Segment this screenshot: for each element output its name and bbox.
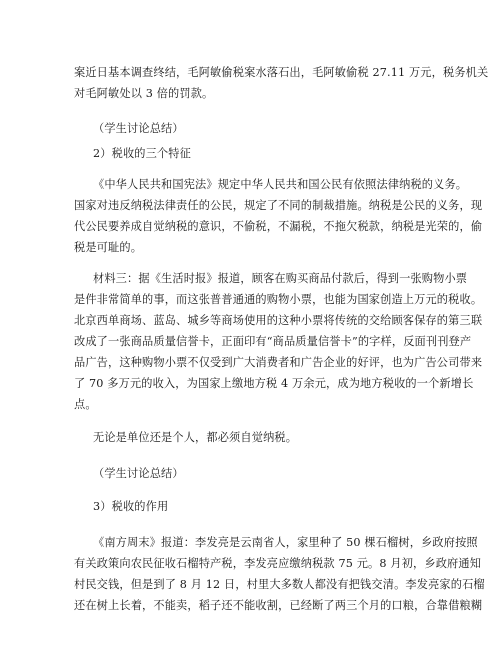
paragraph-line: 对毛阿敏处以 3 倍的罚款。 [74, 87, 214, 100]
paragraph-line: 品广告，这种购物小票不仅受到广大消费者和广告企业的好评，也为广告公司带来 [74, 356, 483, 369]
paragraph-line: 《中华人民共和国宪法》规定中华人民共和国公民有依照法律纳税的义务。 [93, 178, 468, 191]
paragraph-line: 改成了一张商品质量信誉卡，正面印有“商品质量信誉卡”的字样，反面刊刊登产 [74, 335, 472, 348]
paragraph-line: 无论是单位还是个人，都必须自觉纳税。 [93, 431, 298, 444]
paragraph-line: 材料三：据《生活时报》报道，顾客在购买商品付款后，得到一张购物小票 [93, 272, 468, 285]
section-heading: 3）税收的作用 [93, 500, 169, 513]
paragraph-line: 国家对违反纳税法律责任的公民，规定了不同的制裁措施。纳税是公民的义务，现 [74, 199, 483, 212]
paragraph-line: 代公民要养成自觉纳税的意识，不偷税，不漏税，不拖欠税款，纳税是光荣的，偷 [74, 220, 483, 233]
paragraph-line: 村民交钱，但是到了 8 月 12 日，村里大多数人都没有把钱交清。李发亮家的石榴 [74, 578, 485, 591]
paragraph-line: 案近日基本调查终结，毛阿敏偷税案水落石出，毛阿敏偷税 27.11 万元，税务机关 [74, 66, 489, 79]
paragraph-line: 点。 [74, 398, 97, 411]
paragraph-line: 《南方周末》报道：李发亮是云南省人，家里种了 50 棵石榴树，乡政府按照 [93, 536, 478, 549]
paragraph-line: 了 70 多万元的收入，为国家上缴地方税 4 万余元，成为地方税收的一个新增长 [74, 377, 474, 390]
paragraph-line: 北京西单商场、蓝岛、城乡等商场使用的这种小票将传统的交给顾客保存的第三联 [74, 314, 483, 327]
section-note: （学生讨论总结） [93, 122, 184, 135]
paragraph-line: 有关政策向农民征收石榴特产税，李发亮应缴纳税款 75 元。8 月初，乡政府通知 [74, 557, 482, 570]
paragraph-line: 税是可耻的。 [74, 241, 143, 254]
paragraph-line: 还在树上长着，不能卖，稻子还不能收割，已经断了两三个月的口粮，合靠借粮糊 [74, 599, 483, 612]
paragraph-line: 是件非常简单的事，而这张普普通通的购物小票，也能为国家创造上万元的税收。 [74, 293, 483, 306]
section-heading: 2）税收的三个特征 [93, 147, 191, 160]
section-note: （学生讨论总结） [93, 467, 184, 480]
